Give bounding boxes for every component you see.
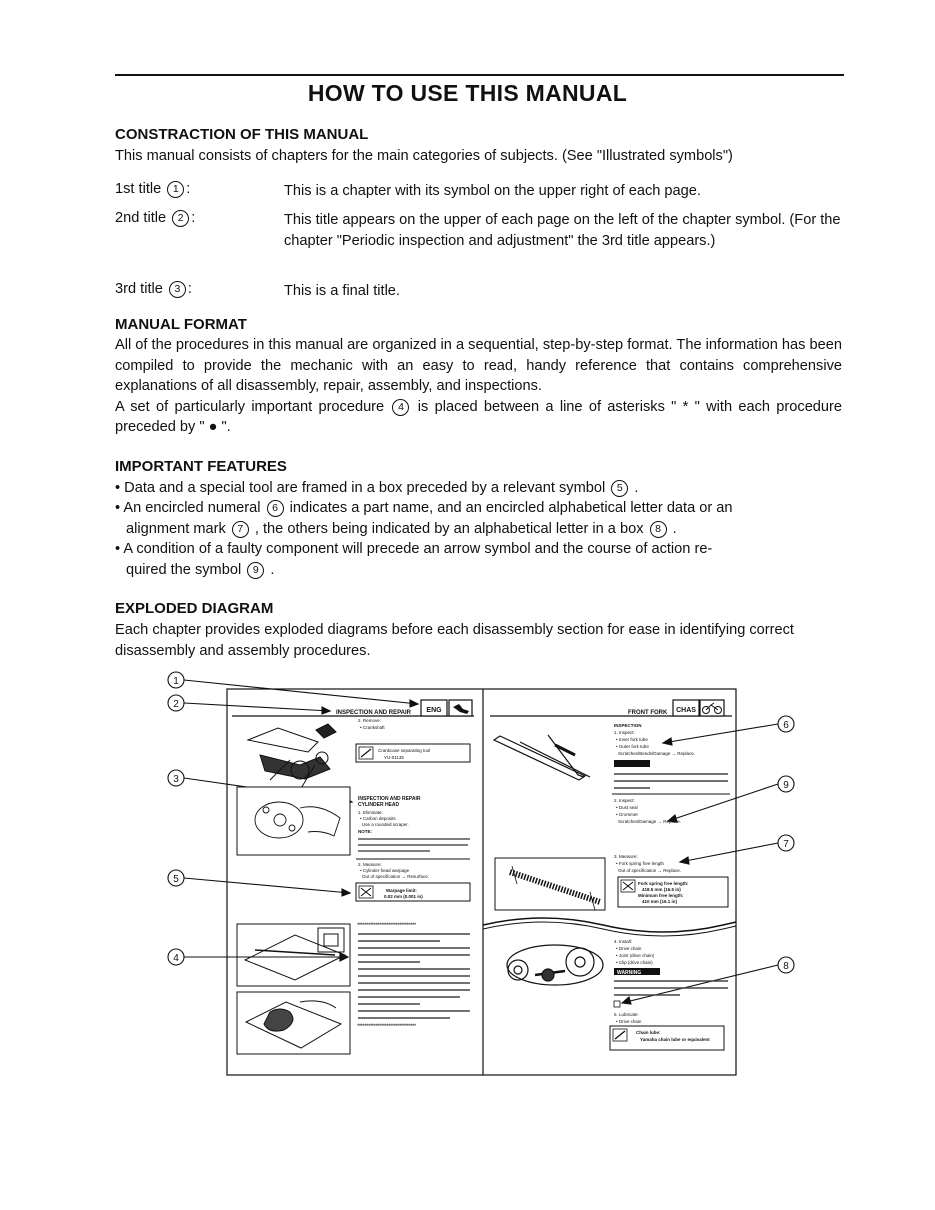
right-install-2: • Drive chain <box>616 946 642 951</box>
exploded-heading: EXPLODED DIAGRAM <box>115 600 274 617</box>
diagram-callout-9-text: 9 <box>783 780 789 791</box>
callout-ref-7: 7 <box>232 521 249 538</box>
callout-ref-2: 2 <box>172 210 189 227</box>
right-page-header: FRONT FORK <box>628 710 668 716</box>
fork-min-value: 410 mm (16.1 in) <box>642 899 678 904</box>
asterisk-line-top: ******************************** <box>357 923 416 929</box>
diagram-callout-7-text: 7 <box>783 839 789 850</box>
right-install-1: 4. Install: <box>614 939 633 944</box>
callout-ref-5: 5 <box>611 480 628 497</box>
special-tool-name: Crankcase separating tool <box>378 748 431 753</box>
format-paragraph: All of the procedures in this manual are organized in a sequential, step-by-step format. The information has been compiled to provide the mechanic with an easy to read, handy reference that contains comprehensive explanations of all disassembly, repair, assembly, and inspections. A set of particularly important procedure 4 is placed between a line of asterisks " * " with each procedure preceded by " ● ". <box>115 337 843 435</box>
left-measure-1: 2. Measure: <box>358 862 382 867</box>
title-label-1: 1st title 1 : <box>115 181 191 197</box>
diagram-callout-6-text: 6 <box>783 720 789 731</box>
drive-chain-illustration <box>507 945 603 985</box>
format-heading: MANUAL FORMAT <box>115 316 247 333</box>
right-inspection-3: • Outer fork tube <box>616 744 649 749</box>
right-measure-2: • Fork spring free length <box>616 861 664 866</box>
warpage-limit-value: 0.02 mm (0.001 in) <box>384 894 423 899</box>
callout-ref-9: 9 <box>247 562 264 579</box>
chain-lube-label: Chain lube: <box>636 1030 661 1035</box>
diagram-callout-1-text: 1 <box>173 676 179 687</box>
right-inspect2-3: • Grommet <box>616 812 638 817</box>
title-label-2: 2nd title 2 : <box>115 210 196 226</box>
left-section-line-1: 1. Eliminate: <box>358 810 383 815</box>
eng-badge: ENG <box>426 707 442 714</box>
left-measure-3: Out of specification → Resurface. <box>362 874 430 879</box>
right-inspection-1: 1. Inspect: <box>614 730 635 735</box>
callout-ref-6: 6 <box>267 500 284 517</box>
fork-tube-illustration <box>494 735 590 780</box>
chas-badge: CHAS <box>676 707 696 714</box>
right-inspection-4: Scratches/Bends/Damage → Replace. <box>618 751 696 756</box>
right-inspection-title: INSPECTION <box>614 723 642 728</box>
callout-ref-3: 3 <box>169 281 186 298</box>
left-step-2: • Crankshaft <box>360 725 385 730</box>
callout-ref-1: 1 <box>167 181 184 198</box>
exploded-text: Each chapter provides exploded diagrams before each disassembly section for ease in identifying correct disassembly and assembly procedures. <box>115 622 794 659</box>
left-step-1: 2. Remove: <box>358 718 382 723</box>
left-measure-2: • Cylinder head warpage <box>360 868 410 873</box>
title-desc-3: This is a final title. <box>284 283 400 299</box>
features-heading: IMPORTANT FEATURES <box>115 458 287 475</box>
title-label-3: 3rd title 3 : <box>115 281 192 297</box>
right-inspect2-2: • Dust seal <box>616 805 638 810</box>
feature-bullet-3: • A condition of a faulty component will precede an arrow symbol and the course of action re- quired the symbol 9 . <box>115 541 713 578</box>
feature-bullet-1: • Data and a special tool are framed in a box preceded by a relevant symbol 5 . <box>115 480 639 496</box>
diagram-callout-8-text: 8 <box>783 961 789 972</box>
left-section-line-3: Use a rounded scraper. <box>362 822 409 827</box>
caution-label-bar <box>614 760 650 767</box>
right-install-4: • Clip (drive chain) <box>616 960 653 965</box>
right-inspection-2: • Inner fork tube <box>616 737 648 742</box>
diagram-callout-2-text: 2 <box>173 699 179 710</box>
chain-lube-value: Yamaha chain lube or equivalent <box>640 1037 710 1042</box>
warning-label: WARNING <box>617 970 642 976</box>
construction-intro: This manual consists of chapters for the main categories of subjects. (See "Illustrated symbols") <box>115 148 733 164</box>
right-install-3: • Joint (drive chain) <box>616 953 655 958</box>
diagram-callout-3-text: 3 <box>173 774 179 785</box>
special-tool-number: YU-01135 <box>384 755 404 760</box>
left-section-subtitle: CYLINDER HEAD <box>358 802 400 808</box>
left-section-line-2: • Carbon deposits <box>360 816 396 821</box>
lubricate-2: • Drive chain <box>616 1019 642 1024</box>
page-title: HOW TO USE THIS MANUAL <box>307 80 628 106</box>
title-desc-2: This title appears on the upper of each page on the left of the chapter symbol. (For the chapter "Periodic inspection and adjustment" the 3rd title appears.) <box>284 212 841 249</box>
lubricate-1: 5. Lubricate: <box>614 1012 639 1017</box>
feature-bullet-2: • An encircled numeral 6 indicates a part name, and an encircled alphabetical letter data or an alignment mark 7 , the others being indicated by an alphabetical letter in a box 8 . <box>115 500 733 537</box>
right-inspect2-1: 2. Inspect: <box>614 798 635 803</box>
section-wave-divider <box>483 918 736 932</box>
left-section-title: INSPECTION AND REPAIR <box>358 796 421 802</box>
construction-heading: CONSTRACTION OF THIS MANUAL <box>115 126 369 143</box>
warpage-limit-label: Warpage limit: <box>386 888 417 893</box>
callout-ref-4: 4 <box>392 399 409 416</box>
callout-ref-8: 8 <box>650 521 667 538</box>
left-page-header: INSPECTION AND REPAIR <box>336 710 412 716</box>
asterisk-line-bottom: ******************************** <box>357 1024 416 1030</box>
right-inspect2-4: Scratches/Damage → Replace. <box>618 819 682 824</box>
fork-spring-figure <box>495 858 605 910</box>
fork-spec-value: 418.5 mm (16.5 in) <box>642 887 681 892</box>
diagram-callout-4-text: 4 <box>173 953 179 964</box>
left-section-note: NOTE: <box>358 829 372 834</box>
title-desc-1: This is a chapter with its symbol on the upper right of each page. <box>284 183 701 199</box>
fork-spec-label: Fork spring free length: <box>638 881 689 886</box>
fork-min-label: Minimum free length: <box>638 893 684 898</box>
diagram-callout-5-text: 5 <box>173 874 179 885</box>
right-measure-3: Out of specification → Replace. <box>618 868 682 873</box>
right-measure-1: 3. Measure: <box>614 854 638 859</box>
